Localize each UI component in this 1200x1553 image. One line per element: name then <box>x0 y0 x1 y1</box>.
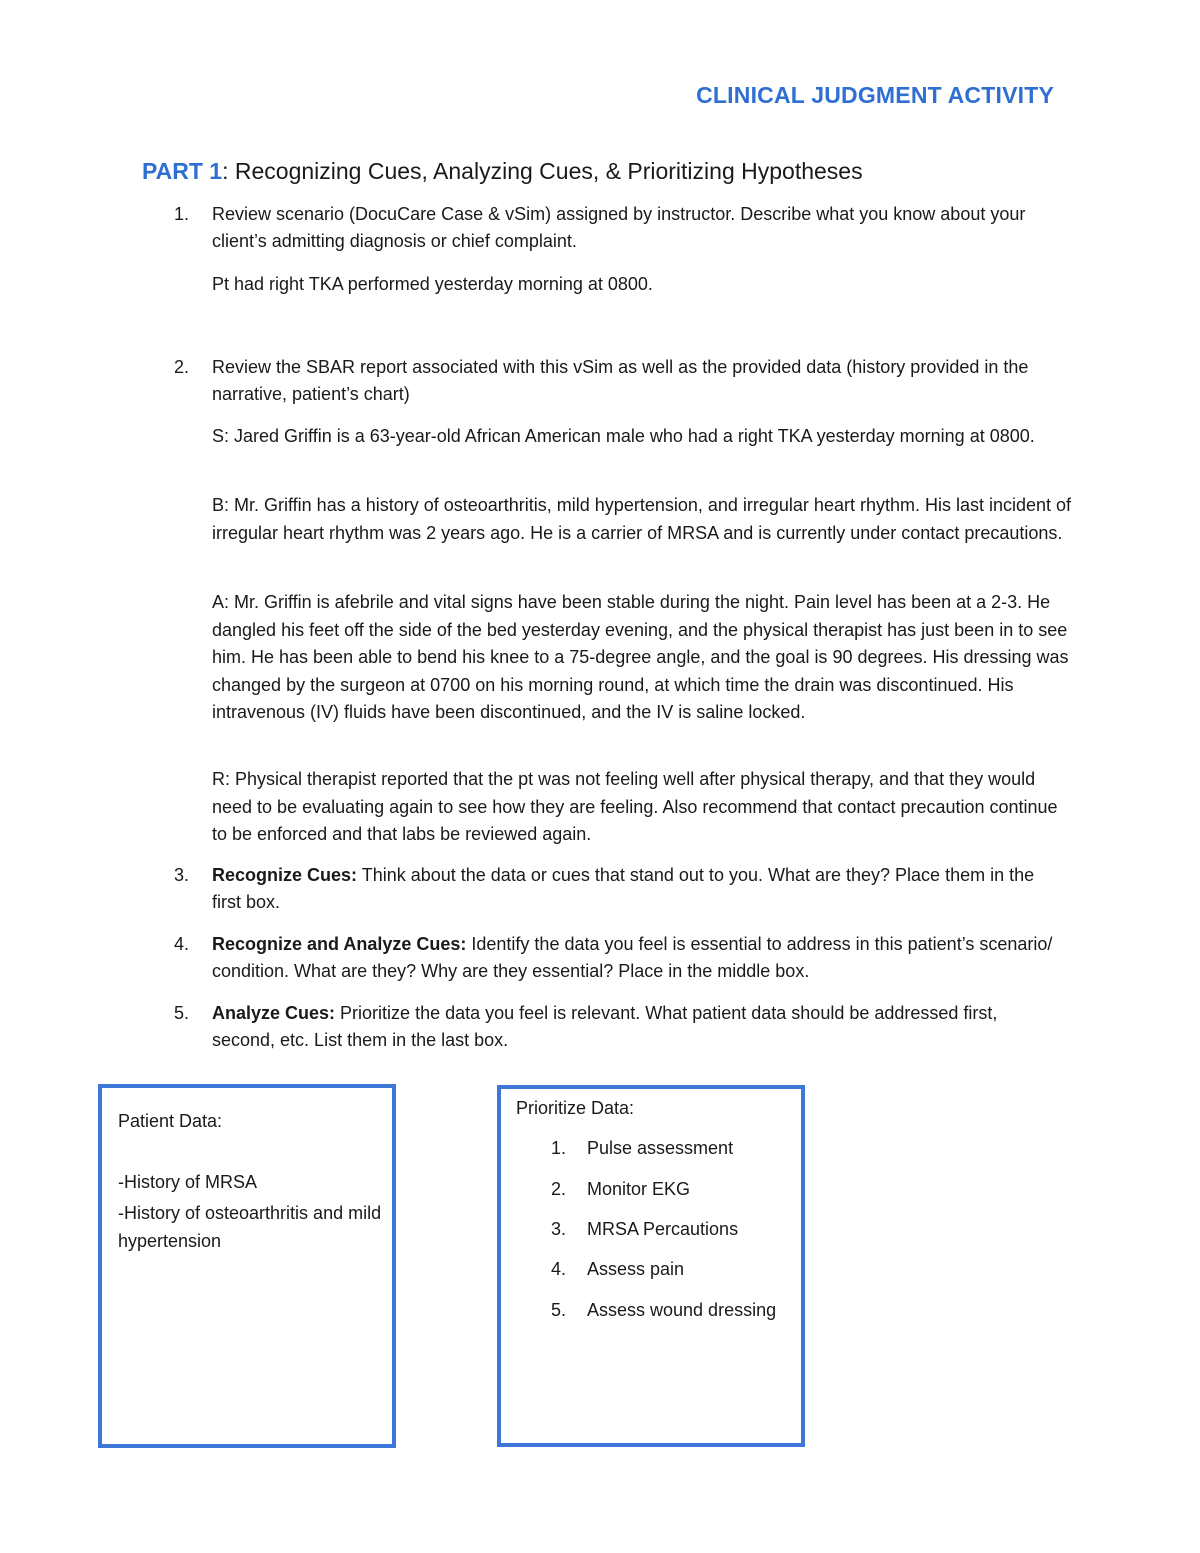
list-number: 5. <box>174 1003 190 1023</box>
patient-data-box <box>98 1084 396 1448</box>
list-text: Recognize Cues: Think about the data or cues that stand out to you. What are they? Place them in the first box. <box>212 865 1035 912</box>
priority-item-3: 3. MRSA Percautions <box>551 1219 739 1239</box>
sbar-background: B: Mr. Griffin has a history of osteoarthritis, mild hypertension, and irregular heart rhythm. His last incident of irregular heart rhythm was 2 years ago. He is a carrier of MRSA and is currently under contact precautions. <box>212 495 1072 543</box>
patient-data-line: -History of osteoarthritis and mild hypertension <box>118 1203 382 1251</box>
priority-item-4: 4. Assess pain <box>551 1259 685 1279</box>
page-title: CLINICAL JUDGMENT ACTIVITY <box>696 82 1054 108</box>
sbar-recommendation: R: Physical therapist reported that the pt was not feeling well after physical therapy, and that they would need to be evaluating again to see how they are feeling. Also recommend that contact precaution continue to be enforced and that labs be reviewed again. <box>212 769 1058 844</box>
list-text: Recognize and Analyze Cues: Identify the data you feel is essential to address in this patient’s scenario/ condition. What are they? Why are they essential? Place in the middle box. <box>212 934 1053 981</box>
priority-item-2: 2. Monitor EKG <box>551 1179 691 1199</box>
part-label: PART 1 <box>142 158 223 184</box>
prioritize-data-box <box>497 1085 805 1447</box>
list-text: Analyze Cues: Prioritize the data you feel is relevant. What patient data should be addressed first, second, etc. List them in the last box. <box>212 1003 998 1050</box>
list-number: 3. <box>174 865 190 885</box>
list-number: 4. <box>174 934 190 954</box>
answer-1: Pt had right TKA performed yesterday morning at 0800. <box>212 274 653 294</box>
list-text: Review the SBAR report associated with this vSim as well as the provided data (history provided in the narrative, patient’s chart) <box>212 357 1029 404</box>
list-number: 1. <box>174 204 190 224</box>
priority-item-1: 1. Pulse assessment <box>551 1138 734 1158</box>
part-subtitle: : Recognizing Cues, Analyzing Cues, & Prioritizing Hypotheses <box>222 158 863 184</box>
patient-data-title: Patient Data: <box>118 1111 223 1131</box>
priority-item-5: 5. Assess wound dressing <box>551 1300 777 1320</box>
prioritize-data-title: Prioritize Data: <box>516 1098 635 1118</box>
part-heading <box>142 158 863 185</box>
list-text: Review scenario (DocuCare Case & vSim) assigned by instructor. Describe what you know about your client’s admitting diagnosis or chief complaint. <box>212 204 1026 251</box>
patient-data-line: -History of MRSA <box>118 1172 258 1192</box>
sbar-situation: S: Jared Griffin is a 63-year-old African American male who had a right TKA yesterday morning at 0800. <box>212 426 1035 446</box>
sbar-assessment: A: Mr. Griffin is afebrile and vital signs have been stable during the night. Pain level has been at a 2-3. He dangled his feet off the side of the bed yesterday evening, and the physical therapist has just been in to see him. He has been able to bend his knee to a 75-degree angle, and the goal is 90 degrees. His dressing was changed by the surgeon at 0700 on his morning round, at which time the drain was discontinued. His intravenous (IV) fluids have been discontinued, and the IV is saline locked. <box>212 592 1069 722</box>
list-number: 2. <box>174 357 190 377</box>
